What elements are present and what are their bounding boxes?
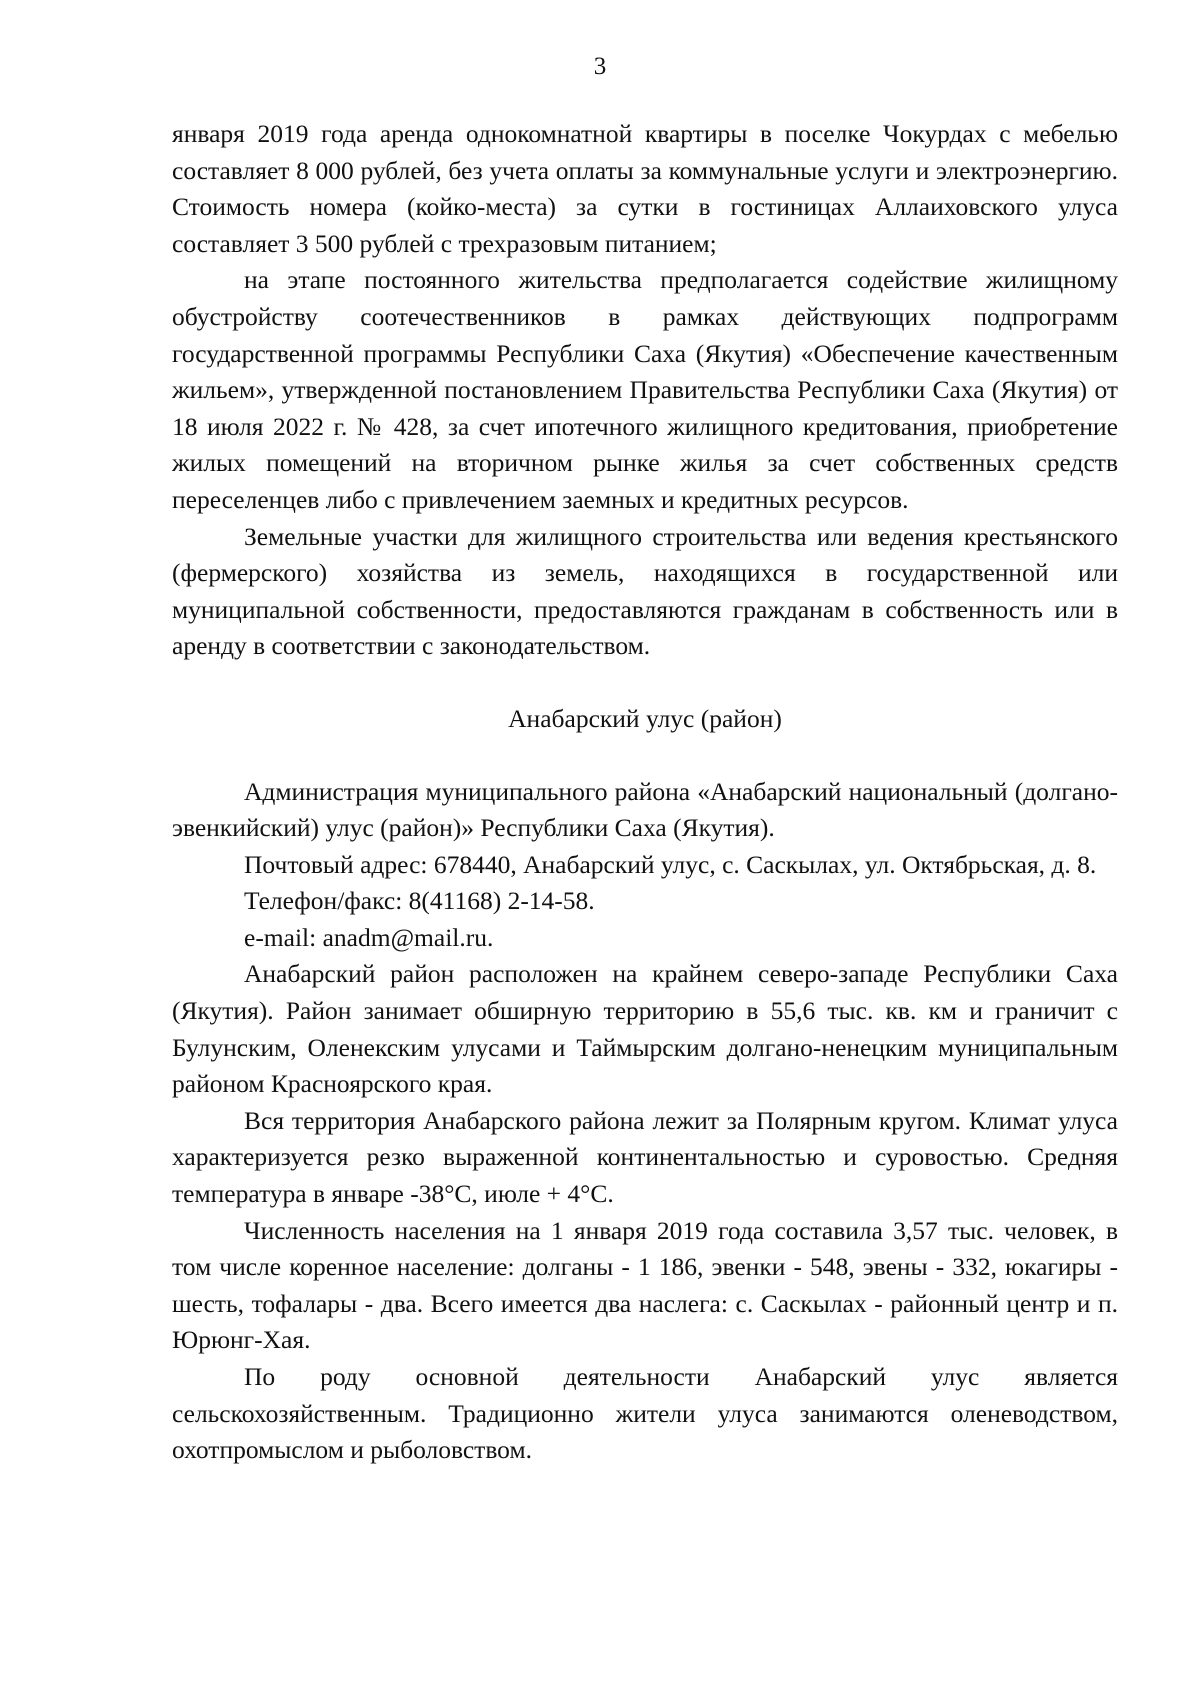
page-content — [172, 116, 1118, 1469]
paragraph-location: Анабарский район расположен на крайнем северо-западе Республики Саха (Якутия). Район занимает обширную территорию в 55,6 тыс. кв. км и граничит с Булунским, Оленекским улусами и Таймырским долгано-ненецким муниципальным районом Красноярского края. — [172, 959, 1118, 1099]
paragraph-population: Численность населения на 1 января 2019 года составила 3,57 тыс. человек, в том числе коренное население: долганы - 1 186, эвенки - 548, эвены - 332, юкагиры - шесть, тофалары - два. Всего имеется два наслега: с. Саскылах - районный центр и п. Юрюнг-Хая. — [172, 1215, 1118, 1355]
paragraph-phone: Телефон/факс: 8(41168) 2-14-58. — [244, 886, 595, 916]
paragraph-rent-cost: января 2019 года аренда однокомнатной квартиры в поселке Чокурдах с мебелью составляет 8 000 рублей, без учета оплаты за коммунальные услуги и электроэнергию. Стоимость номера (койко-места) за сутки в гостиницах Аллаиховского улуса составляет 3 500 рублей с трехразовым питанием; — [172, 119, 1118, 258]
paragraph-administration: Администрация муниципального района «Анабарский национальный (долгано-эвенкийский) улус (район)» Республики Саха (Якутия). — [172, 776, 1118, 843]
paragraph-land-plots: Земельные участки для жилищного строительства или ведения крестьянского (фермерского) хозяйства из земель, находящихся в государственной или муниципальной собственности, предоставляются гражданам в собственность или в аренду в соответствии с законодательством. — [172, 521, 1118, 661]
paragraph-permanent-residence: на этапе постоянного жительства предполагается содействие жилищному обустройству соотечественников в рамках действующих подпрограмм государственной программы Республики Саха (Якутия) «Обеспечение качественным жильем», утвержденной постановлением Правительства Республики Саха (Якутия) от 18 июля 2022 г. № 428, за счет ипотечного жилищного кредитования, приобретение жилых помещений на вторичном рынке жилья за счет собственных средств переселенцев либо с привлечением заемных и кредитных ресурсов. — [172, 265, 1118, 514]
section-title: Анабарский улус (район) — [508, 703, 782, 733]
paragraph-climate: Вся территория Анабарского района лежит за Полярным кругом. Климат улуса характеризуется резко выраженной континентальностью и суровостью. Средняя температура в январе -38°С, июле + 4°С. — [172, 1105, 1118, 1209]
page-number: 3 — [593, 53, 607, 80]
paragraph-postal-address: Почтовый адрес: 678440, Анабарский улус, с. Саскылах, ул. Октябрьская, д. 8. — [244, 849, 1097, 879]
paragraph-email: e-mail: anadm@mail.ru. — [244, 922, 494, 952]
paragraph-economy: По роду основной деятельности Анабарский улус является сельскохозяйственным. Традиционно жители улуса занимаются оленеводством, охотпромыслом и рыболовством. — [172, 1362, 1118, 1465]
